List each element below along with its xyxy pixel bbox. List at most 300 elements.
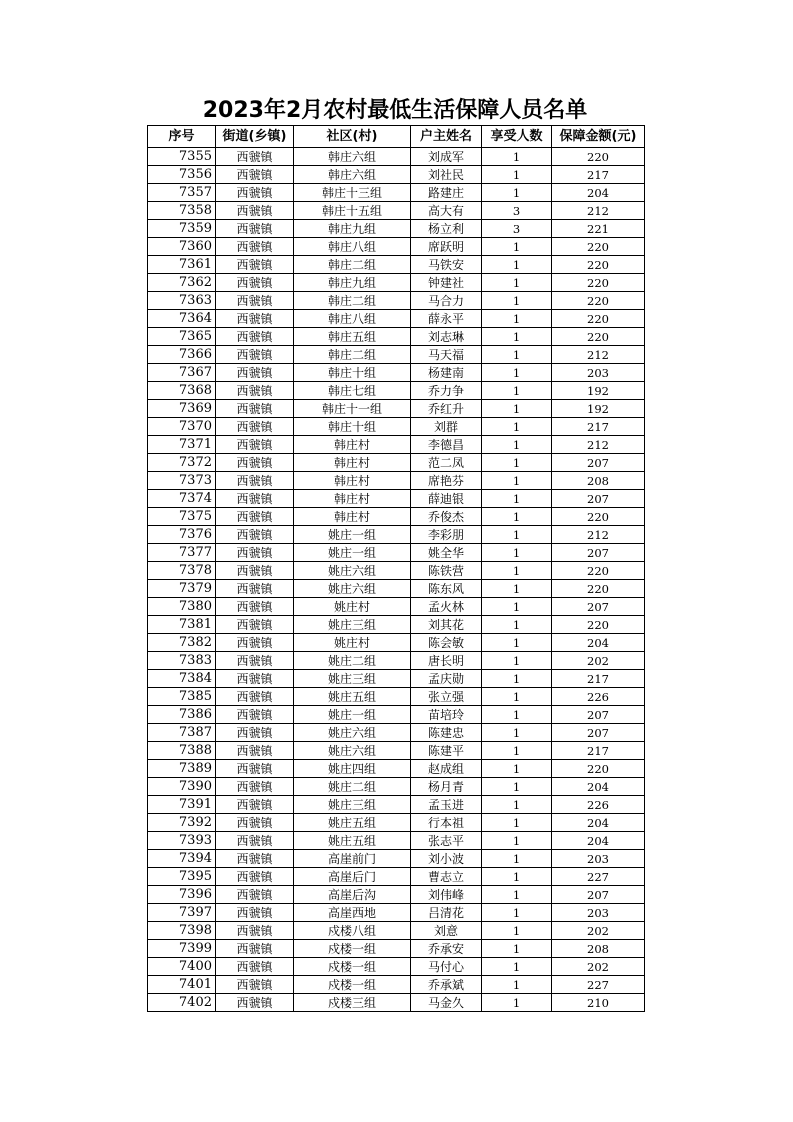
amount-cell: 220: [552, 760, 645, 778]
householder-cell: 乔俊杰: [411, 508, 482, 526]
table-row: [148, 670, 645, 688]
table-row: [148, 634, 645, 652]
persons-cell: 1: [482, 778, 552, 796]
street-cell: 西虢镇: [216, 760, 294, 778]
street-cell: 西虢镇: [216, 562, 294, 580]
table-row: [148, 472, 645, 490]
table-row: [148, 814, 645, 832]
persons-cell: 1: [482, 868, 552, 886]
community-cell: 韩庄八组: [294, 310, 411, 328]
persons-cell: 1: [482, 940, 552, 958]
amount-cell: 208: [552, 472, 645, 490]
community-cell: 韩庄六组: [294, 166, 411, 184]
amount-cell: 192: [552, 382, 645, 400]
community-cell: 姚庄一组: [294, 526, 411, 544]
table-row: [148, 166, 645, 184]
seq-cell: 7377: [148, 544, 216, 562]
seq-cell: 7355: [148, 148, 216, 166]
header-street: 街道(乡镇): [216, 126, 294, 148]
seq-cell: 7387: [148, 724, 216, 742]
seq-cell: 7401: [148, 976, 216, 994]
amount-cell: 210: [552, 994, 645, 1012]
street-cell: 西虢镇: [216, 472, 294, 490]
amount-cell: 203: [552, 904, 645, 922]
persons-cell: 1: [482, 724, 552, 742]
persons-cell: 1: [482, 688, 552, 706]
community-cell: 姚庄五组: [294, 832, 411, 850]
community-cell: 姚庄六组: [294, 742, 411, 760]
amount-cell: 202: [552, 652, 645, 670]
street-cell: 西虢镇: [216, 166, 294, 184]
street-cell: 西虢镇: [216, 274, 294, 292]
table-row: [148, 778, 645, 796]
seq-cell: 7379: [148, 580, 216, 598]
householder-cell: 高大有: [411, 202, 482, 220]
table-row: [148, 688, 645, 706]
community-cell: 韩庄十三组: [294, 184, 411, 202]
amount-cell: 207: [552, 886, 645, 904]
persons-cell: 1: [482, 850, 552, 868]
community-cell: 姚庄三组: [294, 670, 411, 688]
householder-cell: 薛永平: [411, 310, 482, 328]
community-cell: 韩庄村: [294, 472, 411, 490]
amount-cell: 227: [552, 868, 645, 886]
persons-cell: 1: [482, 238, 552, 256]
householder-cell: 赵成组: [411, 760, 482, 778]
header-householder: 户主姓名: [411, 126, 482, 148]
persons-cell: 3: [482, 202, 552, 220]
householder-cell: 吕清花: [411, 904, 482, 922]
seq-cell: 7399: [148, 940, 216, 958]
street-cell: 西虢镇: [216, 598, 294, 616]
persons-cell: 1: [482, 832, 552, 850]
table-row: [148, 526, 645, 544]
table-row: [148, 256, 645, 274]
amount-cell: 207: [552, 724, 645, 742]
householder-cell: 陈会敏: [411, 634, 482, 652]
householder-cell: 张志平: [411, 832, 482, 850]
householder-cell: 杨月青: [411, 778, 482, 796]
community-cell: 姚庄四组: [294, 760, 411, 778]
table-row: [148, 832, 645, 850]
persons-cell: 1: [482, 490, 552, 508]
header-persons: 享受人数: [482, 126, 552, 148]
table-row: [148, 328, 645, 346]
community-cell: 姚庄五组: [294, 814, 411, 832]
seq-cell: 7366: [148, 346, 216, 364]
persons-cell: 1: [482, 256, 552, 274]
street-cell: 西虢镇: [216, 526, 294, 544]
householder-cell: 杨立利: [411, 220, 482, 238]
street-cell: 西虢镇: [216, 688, 294, 706]
persons-cell: 1: [482, 670, 552, 688]
community-cell: 韩庄十一组: [294, 400, 411, 418]
street-cell: 西虢镇: [216, 778, 294, 796]
householder-cell: 苗培玲: [411, 706, 482, 724]
roster-body: [148, 148, 645, 1012]
persons-cell: 1: [482, 346, 552, 364]
amount-cell: 212: [552, 436, 645, 454]
amount-cell: 217: [552, 670, 645, 688]
amount-cell: 220: [552, 256, 645, 274]
householder-cell: 孟玉进: [411, 796, 482, 814]
street-cell: 西虢镇: [216, 922, 294, 940]
roster-table: [147, 125, 645, 1012]
table-row: [148, 562, 645, 580]
amount-cell: 217: [552, 742, 645, 760]
table-row: [148, 490, 645, 508]
community-cell: 姚庄二组: [294, 778, 411, 796]
householder-cell: 席跃明: [411, 238, 482, 256]
table-row: [148, 742, 645, 760]
householder-cell: 姚全华: [411, 544, 482, 562]
persons-cell: 1: [482, 760, 552, 778]
persons-cell: 1: [482, 742, 552, 760]
householder-cell: 刘意: [411, 922, 482, 940]
amount-cell: 217: [552, 166, 645, 184]
header-amount: 保障金额(元): [552, 126, 645, 148]
table-row: [148, 184, 645, 202]
seq-cell: 7373: [148, 472, 216, 490]
seq-cell: 7365: [148, 328, 216, 346]
persons-cell: 1: [482, 796, 552, 814]
householder-cell: 张立强: [411, 688, 482, 706]
seq-cell: 7388: [148, 742, 216, 760]
community-cell: 韩庄村: [294, 454, 411, 472]
community-cell: 韩庄村: [294, 490, 411, 508]
table-row: [148, 724, 645, 742]
community-cell: 姚庄六组: [294, 562, 411, 580]
amount-cell: 204: [552, 634, 645, 652]
street-cell: 西虢镇: [216, 832, 294, 850]
persons-cell: 1: [482, 400, 552, 418]
householder-cell: 孟火林: [411, 598, 482, 616]
street-cell: 西虢镇: [216, 364, 294, 382]
persons-cell: 1: [482, 184, 552, 202]
persons-cell: 1: [482, 148, 552, 166]
persons-cell: 1: [482, 508, 552, 526]
community-cell: 韩庄九组: [294, 220, 411, 238]
table-row: [148, 544, 645, 562]
street-cell: 西虢镇: [216, 202, 294, 220]
street-cell: 西虢镇: [216, 670, 294, 688]
amount-cell: 220: [552, 148, 645, 166]
table-row: [148, 580, 645, 598]
table-row: [148, 598, 645, 616]
seq-cell: 7360: [148, 238, 216, 256]
seq-cell: 7402: [148, 994, 216, 1012]
community-cell: 韩庄二组: [294, 346, 411, 364]
community-cell: 高崖前门: [294, 850, 411, 868]
street-cell: 西虢镇: [216, 346, 294, 364]
householder-cell: 行本祖: [411, 814, 482, 832]
amount-cell: 220: [552, 238, 645, 256]
amount-cell: 207: [552, 490, 645, 508]
persons-cell: 1: [482, 922, 552, 940]
householder-cell: 乔承斌: [411, 976, 482, 994]
householder-cell: 乔力争: [411, 382, 482, 400]
persons-cell: 1: [482, 904, 552, 922]
table-row: [148, 454, 645, 472]
community-cell: 姚庄三组: [294, 616, 411, 634]
householder-cell: 马合力: [411, 292, 482, 310]
seq-cell: 7384: [148, 670, 216, 688]
amount-cell: 221: [552, 220, 645, 238]
persons-cell: 1: [482, 886, 552, 904]
street-cell: 西虢镇: [216, 634, 294, 652]
householder-cell: 刘社民: [411, 166, 482, 184]
seq-cell: 7394: [148, 850, 216, 868]
street-cell: 西虢镇: [216, 184, 294, 202]
street-cell: 西虢镇: [216, 436, 294, 454]
householder-cell: 刘小波: [411, 850, 482, 868]
householder-cell: 杨建南: [411, 364, 482, 382]
table-row: [148, 346, 645, 364]
householder-cell: 唐长明: [411, 652, 482, 670]
street-cell: 西虢镇: [216, 238, 294, 256]
table-row: [148, 616, 645, 634]
persons-cell: 1: [482, 310, 552, 328]
table-row: [148, 148, 645, 166]
seq-cell: 7398: [148, 922, 216, 940]
community-cell: 姚庄六组: [294, 724, 411, 742]
householder-cell: 陈建忠: [411, 724, 482, 742]
seq-cell: 7362: [148, 274, 216, 292]
seq-cell: 7370: [148, 418, 216, 436]
table-row: [148, 238, 645, 256]
amount-cell: 226: [552, 796, 645, 814]
amount-cell: 220: [552, 274, 645, 292]
householder-cell: 孟庆勋: [411, 670, 482, 688]
community-cell: 姚庄三组: [294, 796, 411, 814]
amount-cell: 220: [552, 616, 645, 634]
amount-cell: 220: [552, 562, 645, 580]
amount-cell: 207: [552, 598, 645, 616]
persons-cell: 1: [482, 958, 552, 976]
street-cell: 西虢镇: [216, 868, 294, 886]
community-cell: 戍楼一组: [294, 976, 411, 994]
document-title: 2023年2月农村最低生活保障人员名单: [202, 98, 588, 123]
street-cell: 西虢镇: [216, 220, 294, 238]
street-cell: 西虢镇: [216, 904, 294, 922]
householder-cell: 刘其花: [411, 616, 482, 634]
amount-cell: 207: [552, 454, 645, 472]
amount-cell: 207: [552, 544, 645, 562]
table-row: [148, 904, 645, 922]
persons-cell: 1: [482, 418, 552, 436]
seq-cell: 7381: [148, 616, 216, 634]
seq-cell: 7359: [148, 220, 216, 238]
community-cell: 韩庄九组: [294, 274, 411, 292]
street-cell: 西虢镇: [216, 328, 294, 346]
table-row: [148, 850, 645, 868]
street-cell: 西虢镇: [216, 454, 294, 472]
street-cell: 西虢镇: [216, 796, 294, 814]
seq-cell: 7392: [148, 814, 216, 832]
community-cell: 韩庄八组: [294, 238, 411, 256]
table-row: [148, 508, 645, 526]
persons-cell: 1: [482, 472, 552, 490]
householder-cell: 刘成军: [411, 148, 482, 166]
table-row: [148, 796, 645, 814]
seq-cell: 7378: [148, 562, 216, 580]
seq-cell: 7363: [148, 292, 216, 310]
seq-cell: 7390: [148, 778, 216, 796]
householder-cell: 曹志立: [411, 868, 482, 886]
householder-cell: 马天福: [411, 346, 482, 364]
seq-cell: 7356: [148, 166, 216, 184]
seq-cell: 7397: [148, 904, 216, 922]
householder-cell: 席艳芬: [411, 472, 482, 490]
community-cell: 韩庄二组: [294, 256, 411, 274]
householder-cell: 马付心: [411, 958, 482, 976]
street-cell: 西虢镇: [216, 814, 294, 832]
street-cell: 西虢镇: [216, 958, 294, 976]
householder-cell: 薛迪银: [411, 490, 482, 508]
table-row: [148, 436, 645, 454]
seq-cell: 7361: [148, 256, 216, 274]
community-cell: 姚庄六组: [294, 580, 411, 598]
persons-cell: 1: [482, 814, 552, 832]
persons-cell: 1: [482, 580, 552, 598]
table-row: [148, 994, 645, 1012]
seq-cell: 7395: [148, 868, 216, 886]
seq-cell: 7372: [148, 454, 216, 472]
table-row: [148, 760, 645, 778]
persons-cell: 1: [482, 976, 552, 994]
street-cell: 西虢镇: [216, 742, 294, 760]
table-row: [148, 382, 645, 400]
householder-cell: 李彩朋: [411, 526, 482, 544]
table-row: [148, 418, 645, 436]
persons-cell: 1: [482, 364, 552, 382]
community-cell: 韩庄十组: [294, 364, 411, 382]
persons-cell: 1: [482, 292, 552, 310]
seq-cell: 7391: [148, 796, 216, 814]
header-seq: 序号: [148, 126, 216, 148]
persons-cell: 1: [482, 994, 552, 1012]
amount-cell: 212: [552, 526, 645, 544]
persons-cell: 1: [482, 562, 552, 580]
community-cell: 姚庄五组: [294, 688, 411, 706]
persons-cell: 3: [482, 220, 552, 238]
table-row: [148, 886, 645, 904]
seq-cell: 7380: [148, 598, 216, 616]
street-cell: 西虢镇: [216, 292, 294, 310]
amount-cell: 204: [552, 184, 645, 202]
seq-cell: 7369: [148, 400, 216, 418]
amount-cell: 226: [552, 688, 645, 706]
street-cell: 西虢镇: [216, 544, 294, 562]
community-cell: 韩庄七组: [294, 382, 411, 400]
table-row: [148, 364, 645, 382]
householder-cell: 刘志琳: [411, 328, 482, 346]
seq-cell: 7358: [148, 202, 216, 220]
persons-cell: 1: [482, 454, 552, 472]
seq-cell: 7385: [148, 688, 216, 706]
householder-cell: 钟建社: [411, 274, 482, 292]
householder-cell: 刘伟峰: [411, 886, 482, 904]
street-cell: 西虢镇: [216, 994, 294, 1012]
community-cell: 姚庄一组: [294, 706, 411, 724]
seq-cell: 7386: [148, 706, 216, 724]
street-cell: 西虢镇: [216, 616, 294, 634]
seq-cell: 7357: [148, 184, 216, 202]
street-cell: 西虢镇: [216, 886, 294, 904]
table-row: [148, 922, 645, 940]
amount-cell: 212: [552, 346, 645, 364]
community-cell: 韩庄五组: [294, 328, 411, 346]
street-cell: 西虢镇: [216, 508, 294, 526]
community-cell: 韩庄十五组: [294, 202, 411, 220]
table-row: [148, 652, 645, 670]
table-row: [148, 958, 645, 976]
community-cell: 姚庄二组: [294, 652, 411, 670]
amount-cell: 220: [552, 310, 645, 328]
street-cell: 西虢镇: [216, 724, 294, 742]
amount-cell: 202: [552, 958, 645, 976]
amount-cell: 204: [552, 814, 645, 832]
community-cell: 戍楼八组: [294, 922, 411, 940]
seq-cell: 7367: [148, 364, 216, 382]
table-row: [148, 940, 645, 958]
amount-cell: 207: [552, 706, 645, 724]
header-row: [148, 126, 645, 148]
householder-cell: 陈东风: [411, 580, 482, 598]
householder-cell: 范二凤: [411, 454, 482, 472]
seq-cell: 7389: [148, 760, 216, 778]
community-cell: 姚庄村: [294, 634, 411, 652]
community-cell: 姚庄村: [294, 598, 411, 616]
seq-cell: 7396: [148, 886, 216, 904]
street-cell: 西虢镇: [216, 310, 294, 328]
community-cell: 戍楼一组: [294, 940, 411, 958]
householder-cell: 乔红升: [411, 400, 482, 418]
amount-cell: 220: [552, 508, 645, 526]
persons-cell: 1: [482, 706, 552, 724]
street-cell: 西虢镇: [216, 580, 294, 598]
persons-cell: 1: [482, 436, 552, 454]
amount-cell: 203: [552, 850, 645, 868]
householder-cell: 陈建平: [411, 742, 482, 760]
amount-cell: 208: [552, 940, 645, 958]
persons-cell: 1: [482, 166, 552, 184]
street-cell: 西虢镇: [216, 940, 294, 958]
amount-cell: 204: [552, 778, 645, 796]
amount-cell: 192: [552, 400, 645, 418]
table-row: [148, 310, 645, 328]
seq-cell: 7371: [148, 436, 216, 454]
seq-cell: 7382: [148, 634, 216, 652]
table-row: [148, 202, 645, 220]
table-row: [148, 706, 645, 724]
street-cell: 西虢镇: [216, 382, 294, 400]
community-cell: 戍楼一组: [294, 958, 411, 976]
persons-cell: 1: [482, 634, 552, 652]
amount-cell: 203: [552, 364, 645, 382]
community-cell: 韩庄村: [294, 508, 411, 526]
seq-cell: 7374: [148, 490, 216, 508]
householder-cell: 路建庄: [411, 184, 482, 202]
community-cell: 戍楼三组: [294, 994, 411, 1012]
householder-cell: 马铁安: [411, 256, 482, 274]
street-cell: 西虢镇: [216, 850, 294, 868]
amount-cell: 212: [552, 202, 645, 220]
table-row: [148, 400, 645, 418]
householder-cell: 马金久: [411, 994, 482, 1012]
seq-cell: 7393: [148, 832, 216, 850]
amount-cell: 220: [552, 292, 645, 310]
